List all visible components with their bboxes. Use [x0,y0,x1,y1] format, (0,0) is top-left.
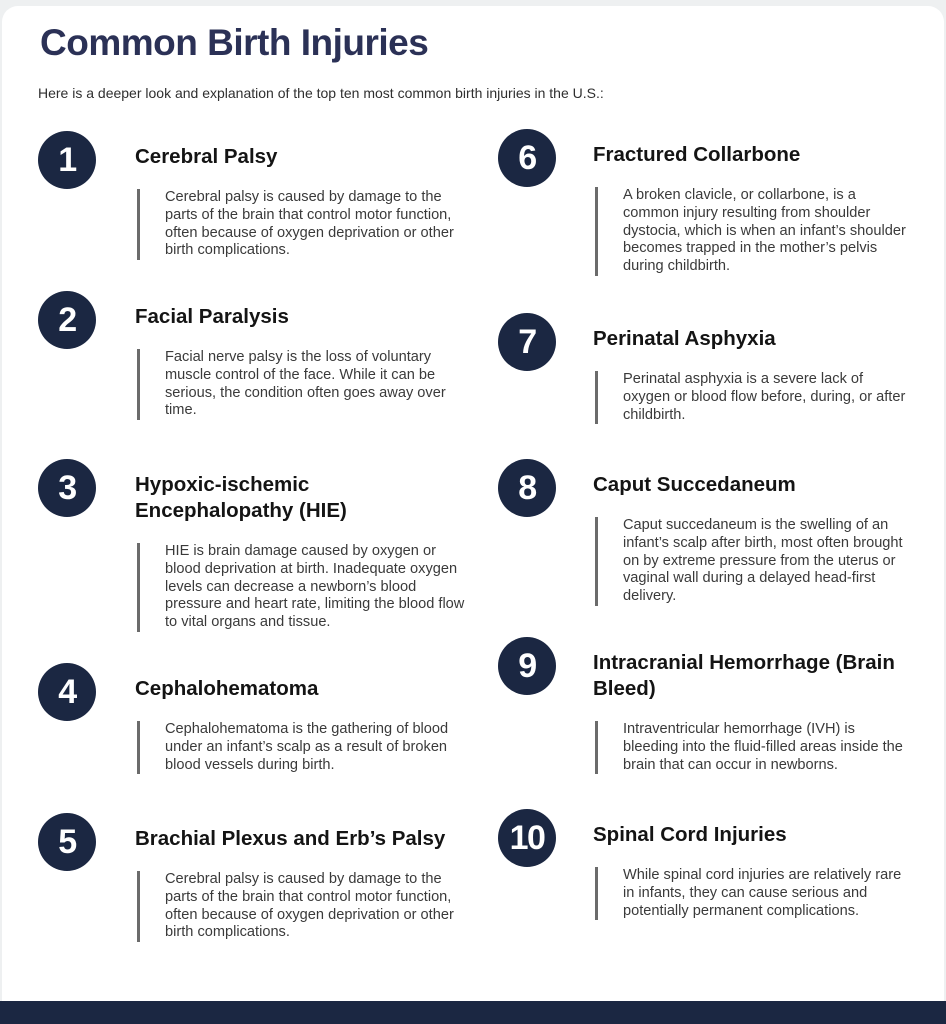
item-description: Intraventricular hemorrhage (IVH) is bleeding into the fluid-filled areas inside the brain that can occur in newborns. [595,721,911,774]
number-badge [38,291,96,349]
list-item-8 [498,459,909,606]
item-title: Intracranial Hemorrhage (Brain Bleed) [593,651,895,701]
item-content [593,809,909,920]
item-content [135,131,465,260]
item-content [135,459,465,632]
item-number: 3 [58,468,76,507]
list-item-2 [38,291,465,420]
item-title: Facial Paralysis [135,305,289,328]
list-item-5 [38,813,465,942]
list-item-1 [38,131,465,260]
page-subtitle: Here is a deeper look and explanation of the top ten most common birth injuries in the U.S.: [38,85,604,101]
item-content [593,459,909,606]
list-item-4 [38,663,465,774]
number-badge [498,313,556,371]
list-item-3 [38,459,465,632]
item-content [593,129,909,276]
item-title: Perinatal Asphyxia [593,327,776,350]
number-badge [38,131,96,189]
item-title: Fractured Collarbone [593,143,801,166]
item-description: HIE is brain damage caused by oxygen or blood deprivation at birth. Inadequate oxygen levels can decrease a newborn’s blood pressure and heart rate, limiting the blood flow to vital organs and tissue. [137,543,465,632]
item-title: Spinal Cord Injuries [593,823,787,846]
item-number: 4 [58,672,76,711]
item-description: A broken clavicle, or collarbone, is a common injury resulting from shoulder dystocia, which is when an infant’s shoulder becomes trapped in the mother’s pelvis during childbirth. [595,187,911,276]
item-number: 1 [58,140,76,179]
footer-accent-bar [0,1001,946,1024]
number-badge [38,459,96,517]
item-description: Cephalohematoma is the gathering of blood under an infant’s scalp as a result of broken blood vessels during birth. [137,721,465,774]
item-content [135,663,465,774]
number-badge [498,809,556,867]
item-title: Brachial Plexus and Erb’s Palsy [135,827,446,850]
item-content [135,813,465,942]
item-content [135,291,465,420]
number-badge [498,637,556,695]
number-badge [38,663,96,721]
item-number: 5 [58,822,76,861]
item-number: 6 [518,138,536,177]
item-description: Caput succedaneum is the swelling of an infant’s scalp after birth, most often brought on by extreme pressure from the uterus or vaginal wall during a delayed head-first delivery. [595,517,911,606]
item-number: 8 [518,468,536,507]
number-badge [498,129,556,187]
item-content [593,313,909,424]
item-number: 9 [518,646,536,685]
item-number: 2 [58,300,76,339]
item-number: 10 [509,818,545,857]
item-content [593,637,909,774]
list-item-6 [498,129,909,276]
number-badge [498,459,556,517]
page-title: Common Birth Injuries [40,22,429,63]
item-description: Cerebral palsy is caused by damage to the parts of the brain that control motor function, often because of oxygen deprivation or other birth complications. [137,189,465,260]
item-title: Cephalohematoma [135,677,319,700]
item-number: 7 [518,322,536,361]
item-description: Cerebral palsy is caused by damage to the parts of the brain that control motor function, often because of oxygen deprivation or other birth complications. [137,871,465,942]
item-title: Cerebral Palsy [135,145,278,168]
item-title: Caput Succedaneum [593,473,796,496]
item-description: Perinatal asphyxia is a severe lack of oxygen or blood flow before, during, or after childbirth. [595,371,911,424]
list-item-7 [498,313,909,424]
list-item-10 [498,809,909,920]
number-badge [38,813,96,871]
item-title: Hypoxic-ischemic Encephalopathy (HIE) [135,473,347,523]
list-item-9 [498,637,909,774]
item-description: Facial nerve palsy is the loss of voluntary muscle control of the face. While it can be serious, the condition often goes away over time. [137,349,465,420]
item-description: While spinal cord injuries are relatively rare in infants, they can cause serious and potentially permanent complications. [595,867,911,920]
